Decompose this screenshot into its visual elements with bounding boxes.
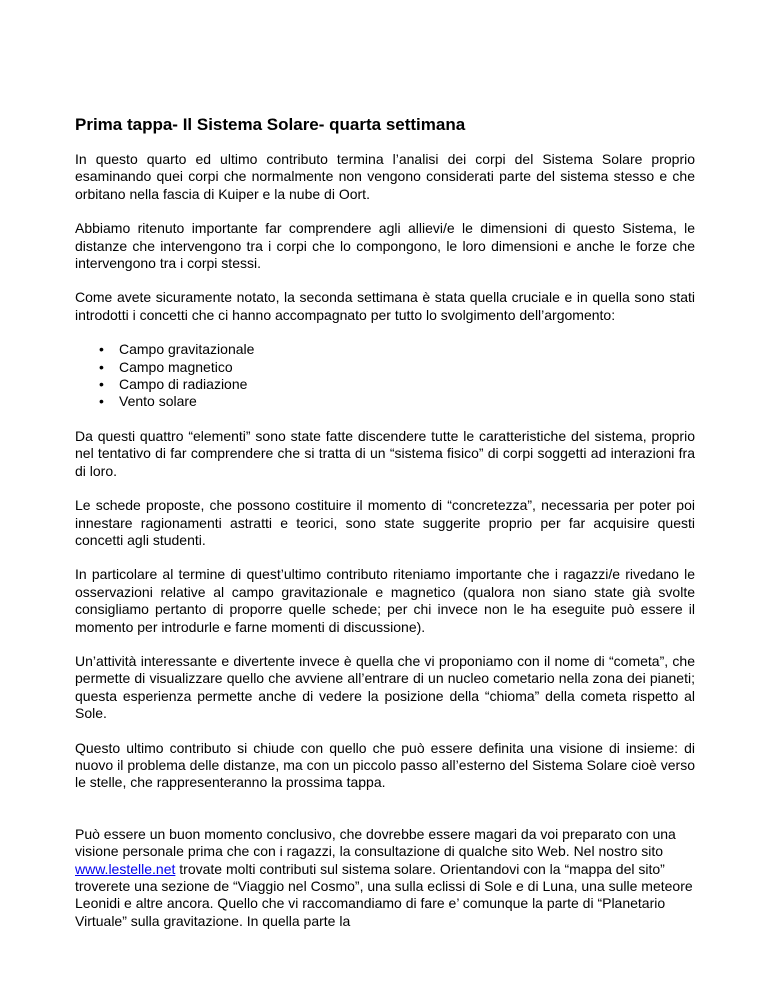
list-item-label: Campo di radiazione <box>119 376 248 393</box>
lestelle-link[interactable]: www.lestelle.net <box>75 860 176 877</box>
list-item <box>99 341 695 358</box>
list-item <box>99 359 695 376</box>
concept-list <box>75 341 695 411</box>
list-item <box>99 376 695 393</box>
paragraph-6: In particolare al termine di quest’ultimo contributo riteniamo importante che i ragazzi/e rivedano le osservazioni relative al campo gravitazionale e magnetico (qualora non siano state già svolte consigliamo pertanto di proporre quelle schede; per chi invece non le ha eseguite può essere il momento per introdurle e farne momenti di discussione). <box>75 566 695 635</box>
paragraph-7: Un’attività interessante e divertente invece è quella che vi proponiamo con il nome di “cometa”, che permette di visualizzare quello che avviene all’entrare di un nucleo cometario nella zona dei pianeti; questa esperienza permette anche di vedere la posizione della “chioma” della cometa rispetto al Sole. <box>75 652 695 722</box>
list-item <box>99 393 695 410</box>
list-item-label: Campo magnetico <box>119 358 233 375</box>
paragraph-2: Abbiamo ritenuto importante far comprendere agli allievi/e le dimensioni di questo Sistema, le distanze che intervengono tra i corpi che lo compongono, le loro dimensioni e anche le forze che intervengono tra i corpi stessi. <box>75 220 695 272</box>
spacer <box>75 809 695 826</box>
paragraph-5: Le schede proposte, che possono costituire il momento di “concretezza”, necessaria per poter poi innestare ragionamenti astratti e teorici, sono state suggerite proprio per far acquisire questi concetti agli studenti. <box>75 497 695 548</box>
bullet-icon: • <box>99 376 104 393</box>
paragraph-4: Da questi quattro “elementi” sono state fatte discendere tutte le caratteristiche del sistema, proprio nel tentativo di far comprendere che si tratta di un “sistema fisico” di corpi soggetti ad interazioni fra di loro. <box>75 427 695 479</box>
paragraph-9-rest: trovate molti contributi sul sistema solare. Orientandovi con la “mappa del sito” troverete una sezione de “Viaggio nel Cosmo”, una sulla eclissi di Sole e di Luna, una sulle meteore Leonidi e altre ancora. Quello che vi raccomandiamo di fare e’ comunque la parte di “Planetario Virtuale” sulla gravitazione. In quella parte la <box>75 860 693 929</box>
paragraph-3: Come avete sicuramente notato, la seconda settimana è stata quella cruciale e in quella sono stati introdotti i concetti che ci hanno accompagnato per tutto lo svolgimento dell’argomento: <box>75 289 695 323</box>
paragraph-1: In questo quarto ed ultimo contributo termina l’analisi dei corpi del Sistema Solare proprio esaminando quei corpi che normalmente non vengono considerati parte del sistema stesso e che orbitano nella fascia di Kuiper e la nube di Oort. <box>75 151 695 202</box>
paragraph-8: Questo ultimo contributo si chiude con quello che può essere definita una visione di insieme: di nuovo il problema delle distanze, ma con un piccolo passo all’esterno del Sistema Solare cioè verso le stelle, che rappresenteranno la prossima tappa. <box>75 739 695 791</box>
bullet-icon: • <box>99 358 104 375</box>
document-page <box>75 115 695 947</box>
bullet-icon: • <box>99 393 104 410</box>
bullet-icon: • <box>99 341 104 358</box>
list-item-label: Campo gravitazionale <box>119 341 255 358</box>
list-item-label: Vento solare <box>119 393 197 410</box>
paragraph-9-intro: Può essere un buon momento conclusivo, che dovrebbe essere magari da voi preparato con una visione personale prima che con i ragazzi, la consultazione di qualche sito Web. Nel nostro sito <box>75 825 676 860</box>
document-title: Prima tappa- Il Sistema Solare- quarta settimana <box>75 115 466 134</box>
paragraph-9 <box>75 826 695 930</box>
